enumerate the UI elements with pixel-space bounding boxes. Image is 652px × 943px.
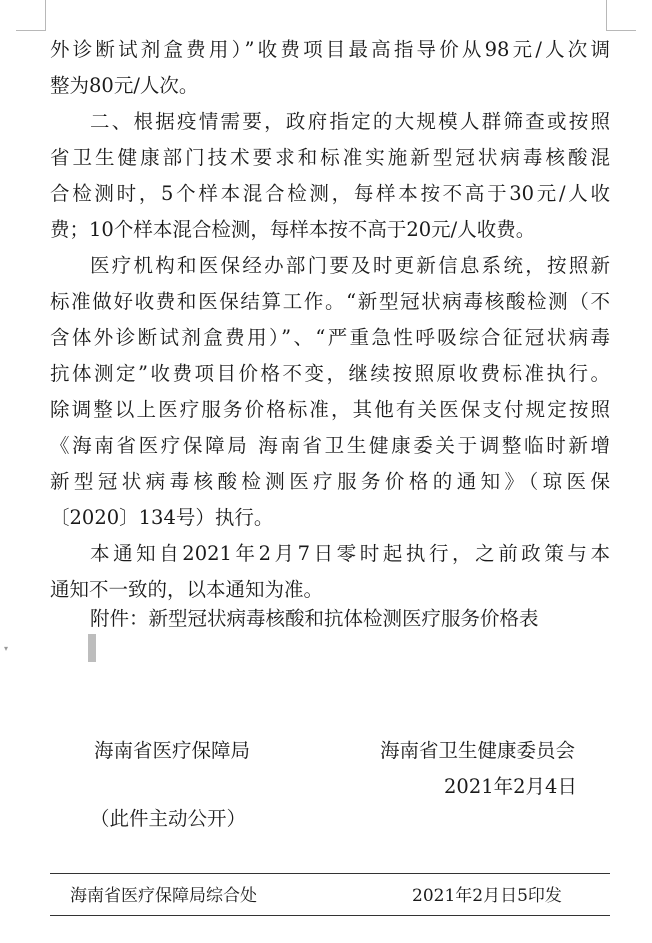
- disclosure-note: （此件主动公开）: [90, 807, 247, 830]
- issue-date: 2021年2月4日: [444, 775, 577, 798]
- footer-bottom-rule: [50, 915, 610, 916]
- text-cursor: [88, 634, 96, 662]
- paragraph-3-line-7: 新型冠状病毒核酸检测医疗服务价格的通知》（琼医保: [50, 470, 610, 493]
- issuer-right: 海南省卫生健康委员会: [380, 739, 576, 762]
- paragraph-2-line-3: 合检测时，5个样本混合检测，每样本按不高于30元/人收: [50, 182, 610, 205]
- paragraph-3-line-3: 含体外诊断试剂盒费用）”、“严重急性呼吸综合征冠状病毒: [50, 326, 610, 349]
- paragraph-4-line-1: 本通知自2021年2月7日零时起执行，之前政策与本: [90, 542, 610, 565]
- paragraph-3-line-8: 〔2020〕134号）执行。: [50, 506, 274, 529]
- paragraph-1-line-2: 整为80元/人次。: [50, 74, 199, 97]
- paragraph-3-line-2: 标准做好收费和医保结算工作。“新型冠状病毒核酸检测（不: [50, 290, 610, 313]
- paragraph-4-line-2: 通知不一致的，以本通知为准。: [50, 578, 324, 601]
- paragraph-2-line-2: 省卫生健康部门技术要求和标准实施新型冠状病毒核酸混: [50, 146, 610, 169]
- crop-mark-top-left-vertical: [45, 0, 46, 30]
- paragraph-3-line-4: 抗体测定”收费项目价格不变，继续按照原收费标准执行。: [50, 362, 610, 385]
- attachment-line[interactable]: 附件：新型冠状病毒核酸和抗体检测医疗服务价格表: [90, 607, 539, 630]
- footer-top-rule: [50, 873, 610, 874]
- paragraph-2-line-4: 费；10个样本混合检测，每样本按不高于20元/人收费。: [50, 218, 536, 241]
- paragraph-2-line-1: 二、根据疫情需要，政府指定的大规模人群筛查或按照: [90, 110, 610, 133]
- paragraph-1-line-1: 外诊断试剂盒费用）”收费项目最高指导价从98元/人次调: [50, 38, 610, 61]
- crop-mark-top-left-horizontal: [16, 30, 46, 31]
- crop-mark-top-right-vertical: [606, 0, 607, 30]
- paragraph-3-line-6: 《海南省医疗保障局 海南省卫生健康委关于调整临时新增: [50, 434, 610, 457]
- paragraph-3-line-5: 除调整以上医疗服务价格标准，其他有关医保支付规定按照: [50, 398, 610, 421]
- paragraph-marker-icon: ▾: [4, 644, 9, 653]
- footer-print-date: 2021年2月日5印发: [412, 886, 562, 906]
- paragraph-3-line-1: 医疗机构和医保经办部门要及时更新信息系统，按照新: [90, 254, 610, 277]
- crop-mark-top-right-horizontal: [606, 30, 636, 31]
- issuer-left: 海南省医疗保障局: [94, 739, 251, 762]
- footer-office: 海南省医疗保障局综合处: [70, 886, 257, 906]
